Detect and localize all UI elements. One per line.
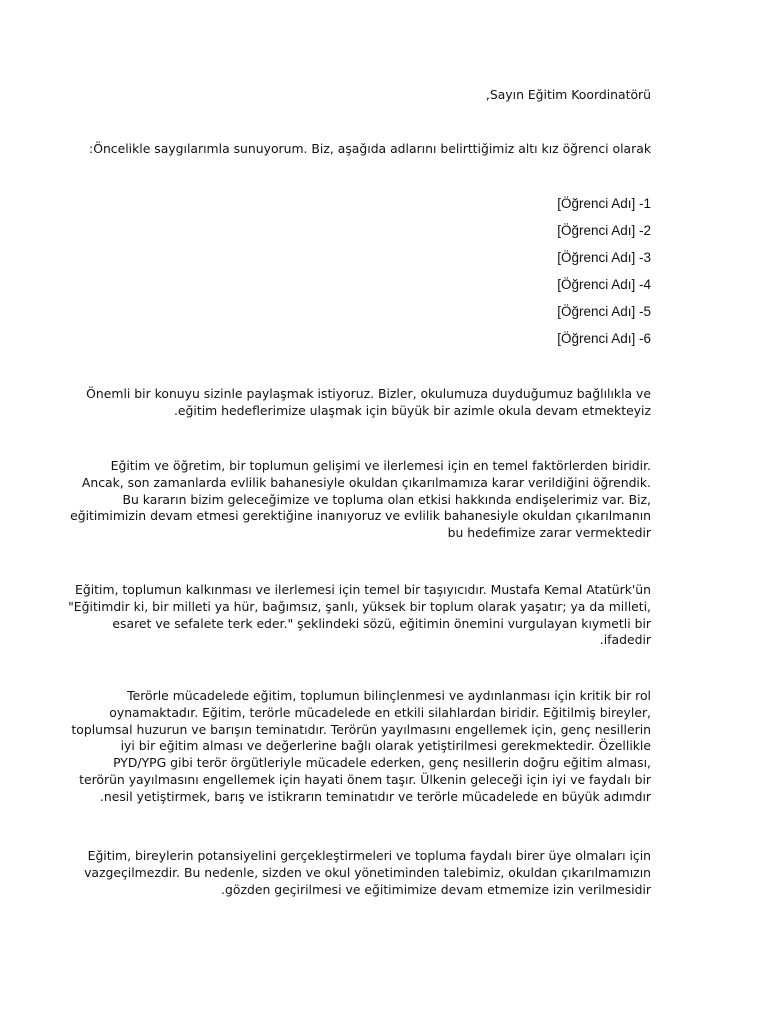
- paragraph-line: toplumsal huzurun ve barışın teminatıdır. Terörün yayılmasını engellemek için, genç nesillerin: [71, 721, 651, 737]
- paragraph-line: eğitimimizin devam etmesi gerektiğine inanıyoruz ve evlilik bahanesiyle okuldan çıkarılmanın: [70, 508, 651, 524]
- student-list-item: [557, 196, 651, 212]
- paragraph-line: Ancak, son zamanlarda evlilik bahanesiyle okuldan çıkarılmamıza karar verildiğini öğrendik.: [81, 474, 651, 490]
- paragraph-line: Eğitim ve öğretim, bir toplumun gelişimi ve ilerlemesi için en temel faktörlerden biridir.: [110, 458, 651, 473]
- student-list-item: [557, 331, 651, 347]
- paragraph-line: Önemli bir konuyu sizinle paylaşmak istiyoruz. Bizler, okulumuza duyduğumuz bağlılıkla ve: [86, 386, 651, 401]
- paragraph-line: PYD/YPG gibi terör örgütleriyle mücadele ederken, genç nesillerin doğru eğitim alması,: [113, 755, 651, 771]
- student-name: [Öğrenci Adı] -6: [557, 331, 651, 346]
- paragraph-line: .eğitim hedeflerimize ulaşmak için büyük bir azimle okula devam etmekteyiz: [173, 402, 651, 418]
- salutation-text: ,Sayın Eğitim Koordinatörü: [485, 87, 651, 102]
- body-paragraph-4: [71, 688, 651, 806]
- paragraph-line: Eğitim, toplumun kalkınması ve ilerlemesi için temel bir taşıyıcıdır. Mustafa Kemal Atatürk'ün: [75, 582, 651, 597]
- body-paragraph-5: [84, 848, 651, 898]
- student-name: [Öğrenci Adı] -4: [557, 277, 651, 292]
- student-name: [Öğrenci Adı] -3: [557, 250, 651, 265]
- student-name: [Öğrenci Adı] -1: [557, 196, 651, 211]
- student-list-item: [557, 277, 651, 293]
- paragraph-line: bu hedefimize zarar vermektedir: [447, 525, 651, 541]
- intro-text: :Öncelikle saygılarımla sunuyorum. Biz, aşağıda adlarını belirttiğimiz altı kız öğrenci olarak: [89, 141, 651, 156]
- body-paragraph-1: [86, 386, 651, 420]
- student-name: [Öğrenci Adı] -5: [557, 304, 651, 319]
- paragraph-line: .ifadedir: [599, 632, 651, 648]
- paragraph-line: iyi bir eğitim alması ve değerlerine bağlı olarak yetiştirilmesi gerekmektedir. Özellikle: [120, 738, 651, 754]
- intro-paragraph: [89, 141, 651, 158]
- student-list-item: [557, 304, 651, 320]
- paragraph-line: .nesil yetiştirmek, barış ve istikrarın teminatıdır ve terörle mücadelede en büyük adımdır: [99, 788, 651, 804]
- body-paragraph-2: [70, 458, 651, 542]
- paragraph-line: "Eğitimdir ki, bir milleti ya hür, bağımsız, şanlı, yüksek bir toplum olarak yaşatır; ya da milleti,: [68, 598, 651, 614]
- paragraph-line: oynamaktadır. Eğitim, terörle mücadelede en etkili silahlardan biridir. Eğitilmiş bireyler,: [109, 704, 651, 720]
- body-paragraph-3: [68, 582, 651, 649]
- paragraph-line: Bu kararın bizim geleceğimize ve topluma olan etkisi hakkında endişelerimiz var. Biz,: [122, 491, 651, 507]
- student-list-item: [557, 250, 651, 266]
- paragraph-line: Eğitim, bireylerin potansiyelini gerçekleştirmeleri ve topluma faydalı birer üye olmaları için: [87, 848, 651, 863]
- paragraph-line: terörün yayılmasını engellemek için hayati önem taşır. Ülkenin geleceği için iyi ve faydalı bir: [79, 771, 651, 787]
- paragraph-line: vazgeçilmezdir. Bu nedenle, sizden ve okul yönetiminden talebimiz, okuldan çıkarılmamızın: [84, 864, 651, 880]
- salutation: [486, 87, 651, 104]
- student-name: [Öğrenci Adı] -2: [557, 223, 651, 238]
- paragraph-line: Terörle mücadelede eğitim, toplumun bilinçlenmesi ve aydınlanması için kritik bir rol: [127, 688, 651, 703]
- paragraph-line: .gözden geçirilmesi ve eğitimimize devam etmemize izin verilmesidir: [221, 881, 651, 897]
- student-list-item: [557, 223, 651, 239]
- paragraph-line: esaret ve sefalete terk eder." şeklindeki sözü, eğitimin önemini vurgulayan kıymetli bir: [112, 615, 651, 631]
